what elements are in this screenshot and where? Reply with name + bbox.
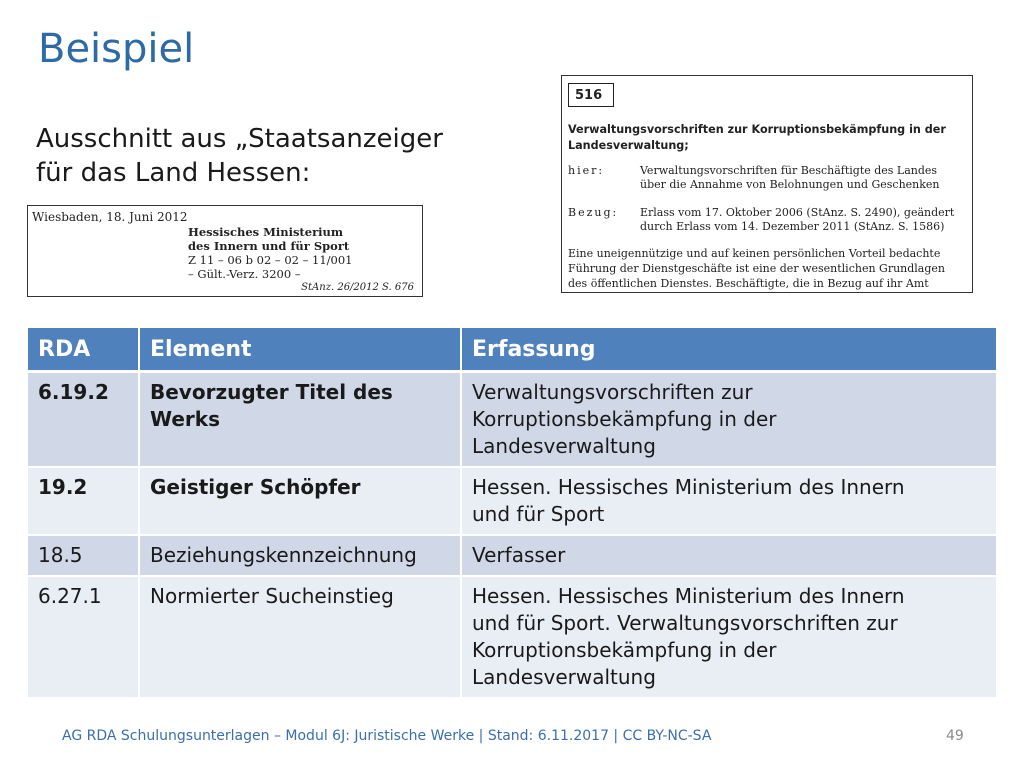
bezug-label: Bezug: <box>568 206 619 219</box>
table-row <box>28 536 996 577</box>
subtitle-line: Ausschnitt aus „Staatsanzeiger <box>36 124 443 154</box>
bezug-line: durch Erlass vom 14. Dezember 2011 (StAnz. S. 1586) <box>640 220 945 233</box>
column-header-element: Element <box>140 328 462 373</box>
cell-element <box>140 468 462 536</box>
cell-element <box>140 536 462 577</box>
excerpt-image-regulation <box>561 75 973 293</box>
issuer-line: Hessisches Ministerium <box>188 225 344 239</box>
cell-line: Werks <box>150 407 220 431</box>
heading-line: Landesverwaltung; <box>568 139 689 152</box>
cell-erfassung <box>462 468 996 536</box>
excerpt-location-date: Wiesbaden, 18. Juni 2012 <box>32 210 188 224</box>
cell-element <box>140 373 462 468</box>
excerpt-image-header <box>27 205 423 297</box>
body-line: Führung der Dienstgeschäfte ist eine der wesentlichen Grundlagen <box>568 262 945 275</box>
cell-line: Landesverwaltung <box>472 434 656 458</box>
regulation-body <box>568 246 970 291</box>
rda-table <box>28 328 996 699</box>
slide-subtitle <box>36 122 506 190</box>
slide-title: Beispiel <box>38 26 195 72</box>
bezug-line: Erlass vom 17. Oktober 2006 (StAnz. S. 2490), geändert <box>640 206 955 219</box>
cell-line: Beziehungskennzeichnung <box>150 543 417 567</box>
table-row <box>28 373 996 468</box>
heading-line: Verwaltungsvorschriften zur Korruptionsbekämpfung in der <box>568 123 946 136</box>
table-header-row <box>28 328 996 373</box>
cell-element <box>140 577 462 699</box>
cell-erfassung <box>462 536 996 577</box>
cell-line: Verfasser <box>472 543 566 567</box>
subtitle-line: für das Land Hessen: <box>36 158 311 188</box>
cell-line: Korruptionsbekämpfung in der <box>472 407 777 431</box>
hier-text <box>640 164 970 192</box>
cell-line: Korruptionsbekämpfung in der <box>472 638 777 662</box>
cell-line: Verwaltungsvorschriften zur <box>472 380 753 404</box>
body-line: Eine uneigennützige und auf keinen persönlichen Vorteil bedachte <box>568 247 941 260</box>
page-number: 49 <box>946 728 964 744</box>
column-header-rda: RDA <box>28 328 140 373</box>
excerpt-source: StAnz. 26/2012 S. 676 <box>301 282 414 293</box>
body-line: des öffentlichen Dienstes. Beschäftigte, die in Bezug auf ihr Amt <box>568 277 929 290</box>
slide-footer: AG RDA Schulungsunterlagen – Modul 6J: Juristische Werke | Stand: 6.11.2017 | CC BY-NC-SA <box>62 728 712 744</box>
cell-line: Bevorzugter Titel des <box>150 380 393 404</box>
cell-line: Hessen. Hessisches Ministerium des Innern <box>472 584 905 608</box>
regulation-heading <box>568 122 968 154</box>
bezug-text <box>640 206 970 234</box>
cell-rda: 6.19.2 <box>28 373 140 468</box>
issuer-line: – Gült.-Verz. 3200 – <box>188 267 301 281</box>
hier-line: über die Annahme von Belohnungen und Geschenken <box>640 178 940 191</box>
cell-rda: 18.5 <box>28 536 140 577</box>
table-row <box>28 577 996 699</box>
cell-line: Normierter Sucheinstieg <box>150 584 394 608</box>
regulation-number: 516 <box>568 83 614 107</box>
table-row <box>28 468 996 536</box>
cell-line: und für Sport. Verwaltungsvorschriften zur <box>472 611 898 635</box>
cell-erfassung <box>462 373 996 468</box>
hier-label: hier: <box>568 164 605 177</box>
cell-rda: 6.27.1 <box>28 577 140 699</box>
column-header-erfassung: Erfassung <box>462 328 996 373</box>
cell-erfassung <box>462 577 996 699</box>
issuer-line: des Innern und für Sport <box>188 239 350 253</box>
issuer-line: Z 11 – 06 b 02 – 02 – 11/001 <box>188 253 353 267</box>
cell-line: Hessen. Hessisches Ministerium des Innern <box>472 475 905 499</box>
cell-line: Geistiger Schöpfer <box>150 475 361 499</box>
cell-line: und für Sport <box>472 502 605 526</box>
cell-line: Landesverwaltung <box>472 665 656 689</box>
cell-rda: 19.2 <box>28 468 140 536</box>
excerpt-issuer <box>188 225 353 281</box>
hier-line: Verwaltungsvorschriften für Beschäftigte des Landes <box>640 164 938 177</box>
